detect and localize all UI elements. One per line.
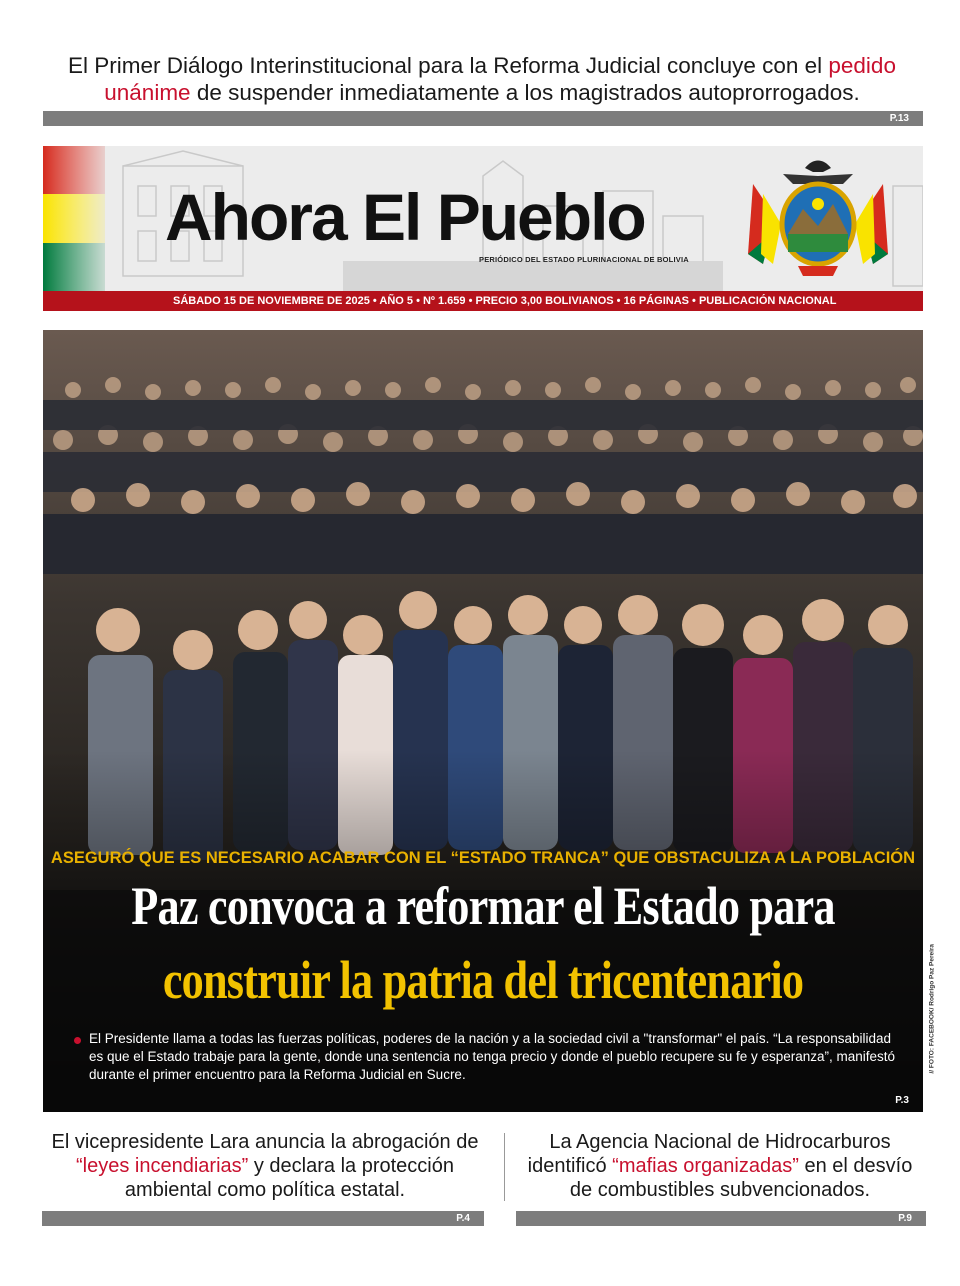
main-headline-line-2[interactable]: construir la patria del tricentenario [162, 950, 804, 1010]
bottom-left-highlight: “leyes incendiarias” [76, 1155, 249, 1177]
main-story-kicker: ASEGURÓ QUE ES NECESARIO ACABAR CON EL “ESTADO TRANCA” QUE OBSTACULIZA A LA POBLACIÓN [50, 849, 916, 867]
top-teaser-text-end: de suspender inmediatamente a los magistrados autoprorrogados. [190, 80, 860, 105]
dateline-bar: SÁBADO 15 DE NOVIEMBRE DE 2025 • AÑO 5 • Nº 1.659 • PRECIO 3,00 BOLIVIANOS • 16 PÁGINAS • PUBLICACIÓN NACIONAL [43, 291, 923, 311]
column-divider [504, 1133, 505, 1201]
bottom-left-teaser[interactable] [42, 1130, 488, 1202]
main-headline-line-1[interactable]: Paz convoca a reformar el Estado para [131, 876, 835, 936]
top-teaser[interactable] [42, 52, 922, 106]
bolivia-flag-icon [43, 146, 105, 291]
top-teaser-page-ref: P.13 [889, 113, 909, 124]
photo-credit: // FOTO: FACEBOOK/ Rodrigo Paz Pereira [928, 943, 936, 1074]
bottom-left-page-ref: P.4 [456, 1213, 470, 1224]
bottom-right-page-bar [516, 1211, 926, 1226]
bottom-right-teaser[interactable] [514, 1130, 926, 1202]
bottom-right-highlight: “mafias organizadas” [612, 1155, 799, 1177]
photo-credit-wrap [926, 940, 938, 1080]
main-story-page-ref: P.3 [895, 1095, 909, 1106]
top-teaser-page-bar [43, 111, 923, 126]
bottom-right-text-end: en el desvío de combustibles subvencionados. [569, 1155, 913, 1201]
main-story[interactable] [43, 330, 923, 1112]
masthead [43, 146, 923, 311]
main-story-body: El Presidente llama a todas las fuerzas políticas, poderes de la nación y a la sociedad civil a "transformar" el país. “La responsabilidad es que el Estado trabaje para la gente, donde una sentencia no tenga precio y donde el pueblo recupere su fe y esperanza”, manifestó durante el primer encuentro para la Reforma Judicial en Sucre. [89, 1031, 896, 1082]
newspaper-title[interactable]: Ahora El Pueblo [165, 180, 645, 254]
bullet-dot-icon [74, 1037, 81, 1044]
bottom-right-text: La Agencia Nacional de Hidrocarburos identificó [527, 1131, 891, 1177]
top-teaser-text: El Primer Diálogo Interinstitucional para la Reforma Judicial concluye con el [68, 53, 829, 78]
newspaper-subtitle: PERIÓDICO DEL ESTADO PLURINACIONAL DE BOLIVIA [479, 255, 689, 264]
bottom-left-text-end: y declara la protección ambiental como política estatal. [124, 1155, 454, 1201]
bottom-left-page-bar [42, 1211, 484, 1226]
top-teaser-highlight: pedido unánime [104, 53, 896, 105]
bottom-right-page-ref: P.9 [898, 1213, 912, 1224]
bottom-left-text: El vicepresidente Lara anuncia la abrogación de [51, 1131, 479, 1153]
bolivia-coat-of-arms-icon [743, 154, 893, 282]
